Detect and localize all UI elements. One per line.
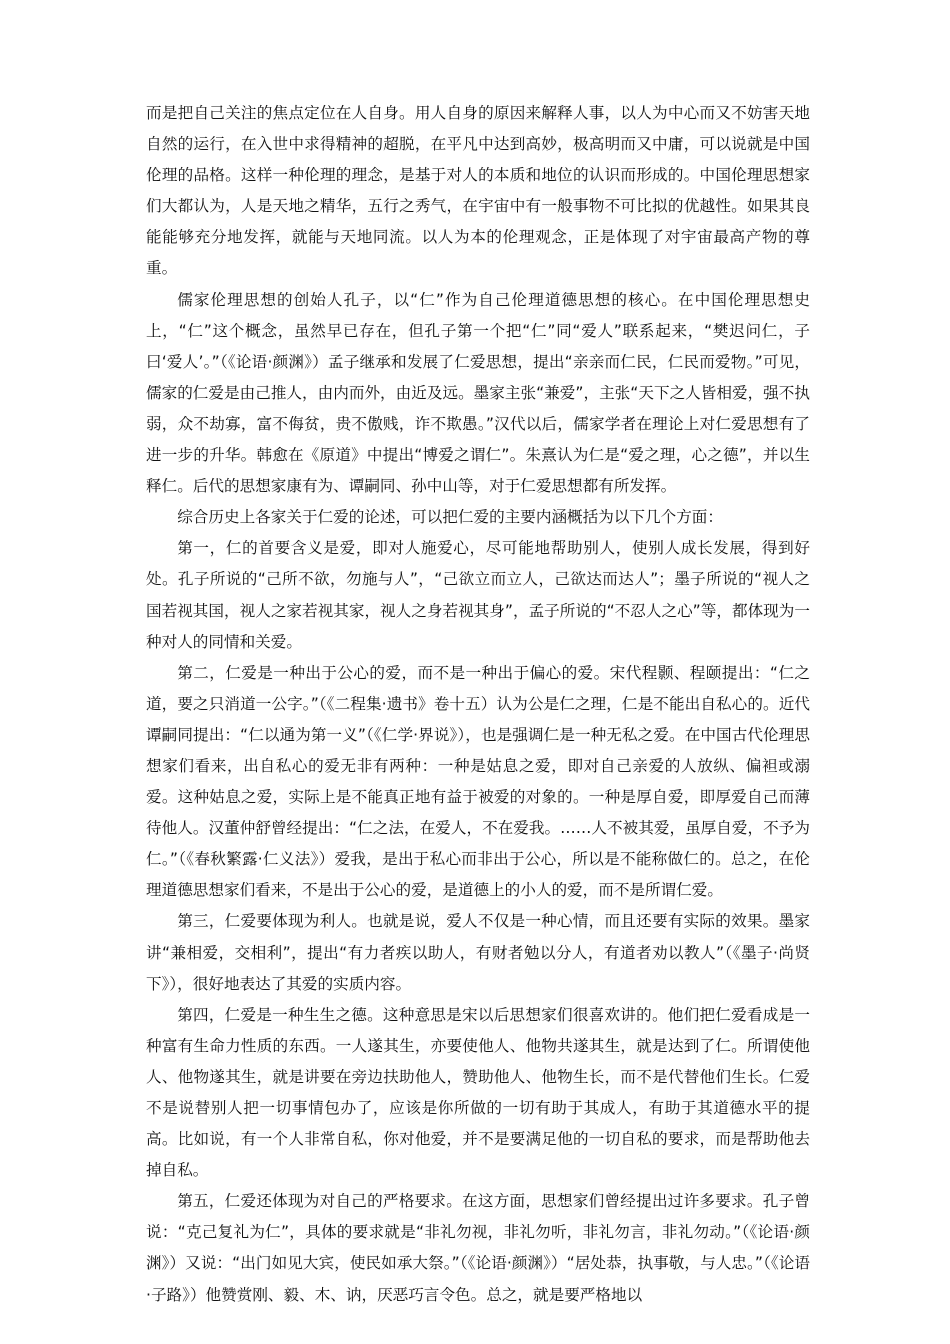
paragraph-1: 而是把自己关注的焦点定位在人自身。用人自身的原因来解释人事，以人为中心而又不妨害天地自然的运行，在入世中求得精神的超脱，在平凡中达到高妙，极高明而又中庸，可以说就是中国伦理的品格。这样一种伦理的理念，是基于对人的本质和地位的认识而形成的。中国伦理思想家们大都认为，人是天地之精华，五行之秀气，在宇宙中有一般事物不可比拟的优越性。如果其良能能够充分地发挥，就能与天地同流。以人为本的伦理观念，正是体现了对宇宙最高产物的尊重。: [146, 104, 810, 278]
paragraph-4: 第一，仁的首要含义是爱，即对人施爱心，尽可能地帮助别人，使别人成长发展，得到好处。孔子所说的“己所不欲，勿施与人”，“己欲立而立人，己欲达而达人”；墨子所说的“视人之国若视其国，视人之家若视其家，视人之身若视其身”，孟子所说的“不忍人之心”等，都体现为一种对人的同情和关爱。: [146, 539, 810, 651]
paragraph-7: 第四，仁爱是一种生生之德。这种意思是宋以后思想家们很喜欢讲的。他们把仁爱看成是一种富有生命力性质的东西。一人遂其生，亦要使他人、他物共遂其生，就是达到了仁。所谓使他人、他物遂其生，就是讲要在旁边扶助他人，赞助他人、他物生长，而不是代替他们生长。仁爱不是说替别人把一切事情包办了，应该是你所做的一切有助于其成人，有助于其道德水平的提高。比如说，有一个人非常自私，你对他爱，并不是要满足他的一切自私的要求，而是帮助他去掉自私。: [146, 1005, 810, 1180]
paragraph-6: 第三，仁爱要体现为利人。也就是说，爱人不仅是一种心情，而且还要有实际的效果。墨家讲“兼相爱，交相利”，提出“有力者疾以助人，有财者勉以分人，有道者劝以教人”（《墨子·尚贤下》），很好地表达了其爱的实质内容。: [146, 912, 810, 993]
paragraph-2: 儒家伦理思想的创始人孔子，以“仁”作为自己伦理道德思想的核心。在中国伦理思想史上，“仁”这个概念，虽然早已存在，但孔子第一个把“仁”同“爱人”联系起来，“樊迟问仁，子曰‘爱人’。”（《论语·颜渊》）孟子继承和发展了仁爱思想，提出“亲亲而仁民，仁民而爱物。”可见，儒家的仁爱是由己推人，由内而外，由近及远。墨家主张“兼爱”，主张“天下之人皆相爱，强不执弱，众不劫寡，富不侮贫，贵不傲贱，诈不欺愚。”汉代以后，儒家学者在理论上对仁爱思想有了进一步的升华。韩愈在《原道》中提出“博爱之谓仁”。朱熹认为仁是“爱之理，心之德”，并以生释仁。后代的思想家康有为、谭嗣同、孙中山等，对于仁爱思想都有所发挥。: [146, 290, 810, 496]
paragraph-8: 第五，仁爱还体现为对自己的严格要求。在这方面，思想家们曾经提出过许多要求。孔子曾说：“克己复礼为仁”，具体的要求就是“非礼勿视，非礼勿听，非礼勿言，非礼勿动。”（《论语·颜渊》）又说：“出门如见大宾，使民如承大祭。”（《论语·颜渊》）“居处恭，执事敬，与人忠。”（《论语·子路》）他赞赏刚、毅、木、讷，厌恶巧言令色。总之，就是要严格地以: [146, 1192, 810, 1304]
paragraph-3: 综合历史上各家关于仁爱的论述，可以把仁爱的主要内涵概括为以下几个方面：: [177, 508, 723, 527]
paragraph-5: 第二，仁爱是一种出于公心的爱，而不是一种出于偏心的爱。宋代程颢、程颐提出：“仁之道，要之只消道一公字。”（《二程集·遗书》卷十五）认为公是仁之理，仁是不能出自私心的。近代谭嗣同提出：“仁以通为第一义”（《仁学·界说》），也是强调仁是一种无私之爱。在中国古代伦理思想家们看来，出自私心的爱无非有两种：一种是姑息之爱，即对自己亲爱的人放纵、偏袒或溺爱。这种姑息之爱，实际上是不能真正地有益于被爱的对象的。一种是厚自爱，即厚爱自己而薄待他人。汉董仲舒曾经提出：“仁之法，在爱人，不在爱我。……人不被其爱，虽厚自爱，不予为仁。”（《春秋繁露·仁义法》）爱我，是出于私心而非出于公心，所以是不能称做仁的。总之，在伦理道德思想家们看来，不是出于公心的爱，是道德上的小人的爱，而不是所谓仁爱。: [146, 663, 810, 900]
document-page: [146, 98, 810, 1311]
